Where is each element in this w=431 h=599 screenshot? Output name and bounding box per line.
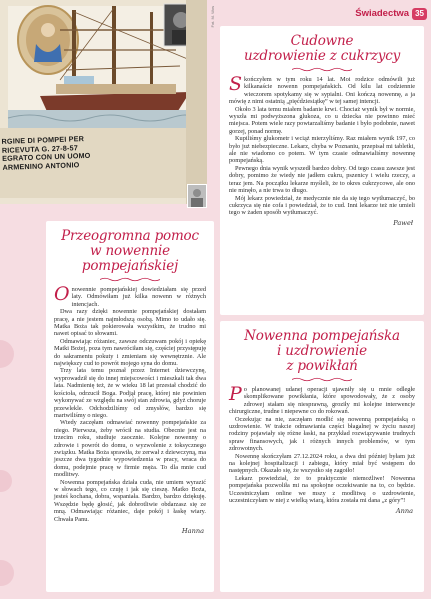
inscription-line: RGINE DI POMPEI PER xyxy=(1,134,85,146)
wave-divider-icon xyxy=(292,67,352,72)
section-title: Świadectwa xyxy=(355,8,410,19)
paragraph: Lekarz powiedział, że to praktycznie niemożliwe! Nowenna pompejańska pozwoliła mi na spokojne oczekiwanie na to, co będzie. Uczestniczyłam online we mszy z modlitwą o uzdrowienie, uczestniczyłam w niej z wielką wiarą, która została mi dana „z góry”! xyxy=(229,474,415,505)
page-number: 35 xyxy=(412,8,427,20)
paragraph: Oczekując na nie, zaczęłam modlić się nowenną pompejańską o uzdrowienie. W trakcie odmawiania części błagalnej w życiu naszej rodziny pojawiały się różne łaski, na przykład rozwiązywanie trudnych spraw finansowych, jak i różnych innych problemów, w tym zdrowotnych. xyxy=(229,415,415,453)
paragraph: Nowenna pompejańska działa cuda, nie umiem wyrazić w słowach tego, co czuję i jak się cieszę. Matko Boża, jesteś kochana, dobra, wspaniała. Bardzo, bardzo dziękuję. Wszędzie będę głosić, jak dobrotliwie obdarzasz się ze mną. Odmawiając różaniec, daje pokój i łaskę wiary. Chwała Panu. xyxy=(54,478,206,523)
paragraph: Dwa razy dzięki nowennie pompejańskiej dostałam pracę, a nie jestem najmłodszą osobą. Mimo to udało się. Matka Boża tak pokierowała wszystkim, że trudno mi nawet opisać to słowami. xyxy=(54,308,206,338)
article-title xyxy=(54,229,206,274)
paragraph: Nowennę skończyłam 27.12.2024 roku, a dwa dni później byłam już na kolejnej hospitalizacji i zabiegu, który miał być wstępem do następnych. Okazało się, że wszystko się zagoiło! xyxy=(229,452,415,475)
author-signature: Paweł xyxy=(393,218,413,227)
author-signature: Anna xyxy=(395,506,413,515)
paragraph xyxy=(229,73,415,106)
inscription-line: RICEVUTA G. 27-8-57 xyxy=(1,142,79,155)
title-line: Przeogromna pomoc xyxy=(61,228,199,244)
article-przeogromna-pomoc xyxy=(46,221,214,592)
dropcap: O xyxy=(54,283,70,305)
article-title xyxy=(229,34,415,64)
title-line: z powikłań xyxy=(286,358,358,374)
article-cudowne-uzdrowienie xyxy=(220,26,424,315)
title-line: uzdrowienie z cukrzycy xyxy=(243,48,400,64)
paragraph-text: o planowanej udanej operacji ujawniły się u mnie odległe skomplikowane powikłania, które spowodowały, że z osoby zdrowej stałam się niesprawną, groziły mi kolejne interwencje chirurgiczne, trudne i niepewne co do rokowań. xyxy=(229,386,415,416)
inscription-line: ARMENINO ANTONIO xyxy=(2,159,80,172)
votive-painting-photo xyxy=(0,0,207,204)
paragraph xyxy=(229,383,415,416)
article-body xyxy=(54,283,206,523)
article-nowenna-i-uzdrowienie xyxy=(220,321,424,592)
decor-dot xyxy=(0,340,14,368)
article-body xyxy=(229,73,415,217)
paragraph-text: kończyłem w tym roku 14 lat. Moi rodzice odmówili już kilkanaście nowenn pompejańskich. Od kilu lat codziennie wieczorem spotykamy się w sypialni. Oni kończą nowennę, a ja mówię z nimi ostatnią „pięćdziesiątkę” w tej samej intencji. xyxy=(229,76,415,106)
small-portrait-photo xyxy=(187,184,207,208)
paragraph: Wtedy zaczęłam odmawiać nowenny pompejańskie za niego. Pierwsza, żeby wrócił na studia. Obecnie jest na trzecim roku, studiuje zaocznie. Kolejne nowenny o zdrowie i powrót do domu, o wyzwolenie z toksycznego związku. Matka Boża sprawiła, że zerwał z dziewczyną, ma jeszcze dwa tygodnie wypowiedzenia w pracy, wraca do domu, podejmie pracę w firmie męża. To dla mnie cud modlitwy. xyxy=(54,419,206,479)
wave-divider-icon xyxy=(292,377,352,382)
page-header xyxy=(355,6,427,21)
dropcap: S xyxy=(229,73,243,95)
paragraph: Kupiliśmy glukometr i wciąż mierzyliśmy. Raz miałem wynik 197, co było już niebezpieczne. Lekarz, chyba w Poznaniu, przepisał mi tabletki, ale nie wiadomo co potem. W tym czasie odmawialiśmy nowennę pompejańską. xyxy=(229,135,415,165)
inscription-line: EGRATO CON UN UOMO xyxy=(2,150,91,164)
title-line: Nowenna pompejańska xyxy=(244,328,400,344)
author-signature: Hanna xyxy=(181,527,204,535)
decor-dot xyxy=(0,470,12,492)
paragraph: Odmawiając różaniec, zawsze odczuwam pokój i opiekę Matki Bożej, poza tym nawróciłam się, częściej przystępuję do sakramentu pokuty i zmieniam się wewnętrznie. Ale największy cud to powrót mojego syna do domu. xyxy=(54,337,206,368)
wave-divider-icon xyxy=(100,277,160,282)
dropcap: P xyxy=(229,383,242,405)
paragraph: Pewnego dnia wynik wyszedł bardzo dobry. Od tego czasu zawsze jest dobry, pomimo że wiedy nie jadłem cukru, pszenicy i wielu rzeczy, a teraz jem. Na początku lekarze myśleli, że to okres cukrzycowe, ale ono nie minęło, a nie trwa to długo. xyxy=(229,164,415,195)
paragraph-text: nowennie pompejańskiej dowiedziałam się przed laty. Odmówiłam już kilka nowenn w różnych intencjach. xyxy=(71,286,206,308)
article-body xyxy=(229,383,415,505)
title-line: Cudowne xyxy=(290,33,354,49)
article-title xyxy=(229,329,415,374)
decor-dot xyxy=(0,560,14,586)
paragraph: Mój lekarz powiedział, że medycznie nie da się tego wytłumaczyć, bo cukrzyca się nie cofa i powiedział, że to cud. Inni lekarze też nie umieli tego w żaden sposób wytłumaczyć. xyxy=(229,194,415,217)
paragraph: Trzy lata temu poznał przez Internet dziewczynę, wyprowadził się do innej miejscowości i mieszkali tak dwa lata. Nadmienię też, że w wieku 18 lat przestał chodzić do kościoła, odrzucił Boga. Podjął pracę, której nie powinien wykonywać ze względu na swój stan zdrowia, gdyż choruje przewlekle. Odchodziliśmy od zmysłów, bardzo się martwiliśmy o niego. xyxy=(54,367,206,419)
paragraph xyxy=(54,283,206,308)
painting-illustration xyxy=(0,0,207,204)
portrait-icon xyxy=(188,185,206,207)
title-line: w nowennie pompejańskiej xyxy=(81,243,179,274)
paragraph: Około 3 lata temu miałem badanie krwi. Chociaż wynik był w normie, wyszła mi podwyższona glukoza, co u dziecka nie powinno mieć miejsca. Potem wiele razy powtarzaliśmy badanie i było podobnie, nawet gorzej, ponad normę. xyxy=(229,105,415,135)
painting-inscription xyxy=(0,132,171,172)
photo-credit: Fot. M. Wos xyxy=(210,6,215,28)
title-line: i uzdrowienie xyxy=(277,343,367,359)
